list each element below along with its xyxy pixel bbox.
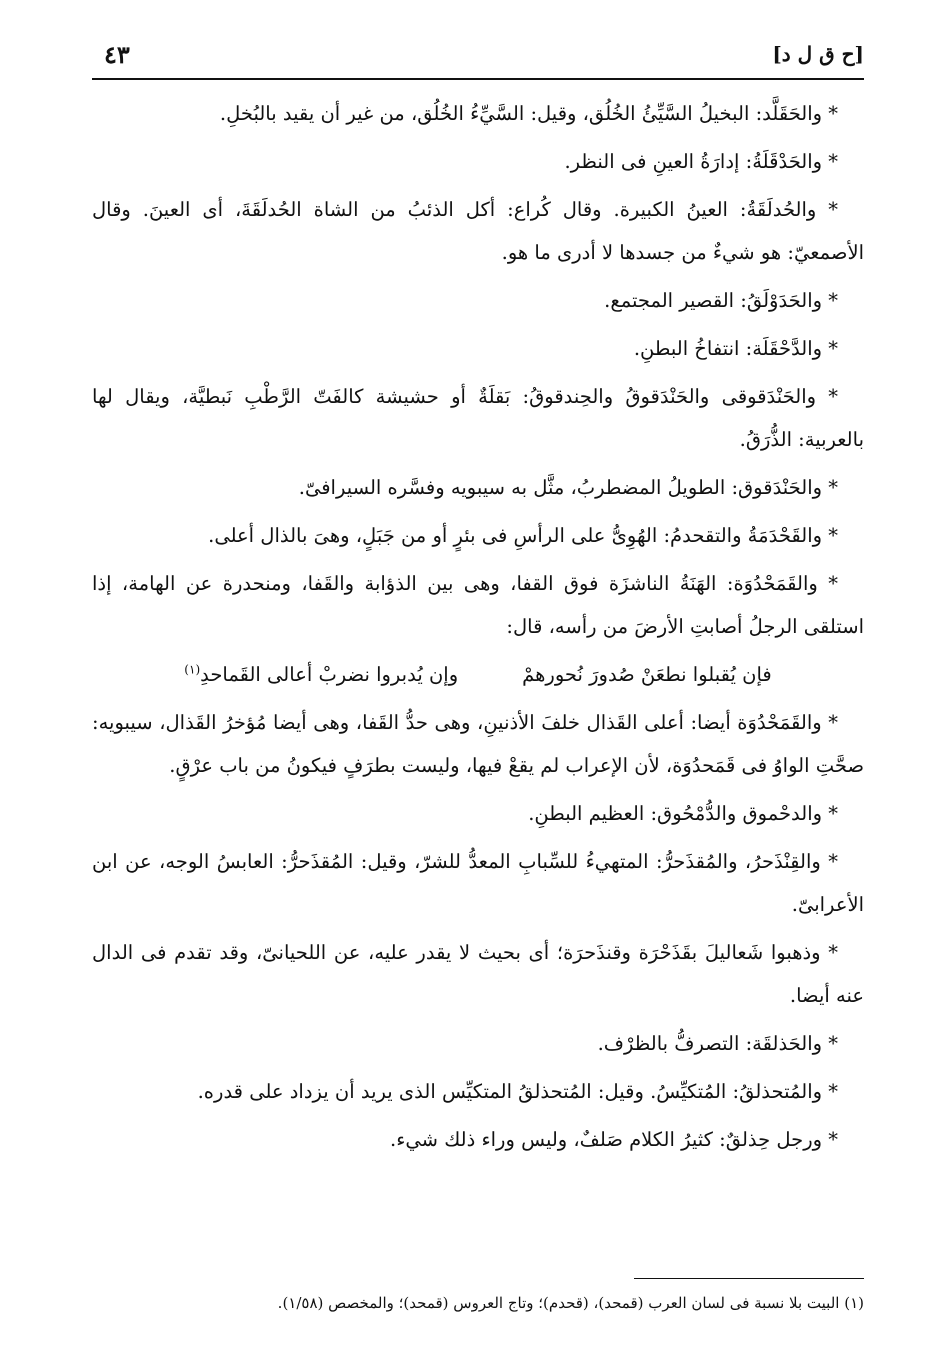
entry-paragraph: * والحَنْدَقوق: الطويلُ المضطربُ، مثَّل به سيبويه وفسَّره السيرافىّ. [298, 476, 838, 499]
entry-paragraph: * والدحْموق والدُّمْحُوق: العظيم البطنِ. [528, 802, 838, 825]
entry-paragraph: * والحَدْقَلَةُ: إدارَةُ العينِ فى النظر. [564, 150, 838, 173]
entry-paragraph: * وذهبوا شَعاليلَ بقَذَحْرَة وقنذَحرَة؛ أى بحيث لا يقدر عليه، عن اللحيانىّ، وقد تقدم فى الدال عنه أيضا. [92, 941, 864, 1007]
poetry-verse [92, 653, 864, 696]
footnote: (١) البيت بلا نسبة فى لسان العرب (قمحد)، (قحدم)؛ وتاج العروس (قمحد)؛ والمخصص (١/٥٨). [277, 1294, 864, 1312]
entry-paragraph: * والمُتحذلقُ: المُتكيِّسُ. وقيل: المُتحذلقُ المتكيِّس الذى يريد أن يزداد على قدره. [197, 1080, 838, 1103]
entry-paragraph: * والقَمَحْدُوَة: الهَنَةُ الناشزَة فوق القفا، وهى بين الذؤابة والقَفا، ومنحدرة عن الهامة، إذا استلقى الرجلُ أصابتِ الأرضَ من رأسه، قال: [92, 572, 864, 638]
footnote-divider [634, 1278, 864, 1279]
entry-body [92, 92, 864, 1161]
entry-paragraph: * والقَمَحْدُوَة أيضا: أعلى القَذال خلفَ الأذنينِ، وهى حدُّ القَفا، وهى أيضا مُؤخرُ القَذال، سيبويه: صحَّتِ الواوُ فى قَمَحدُوَة، لأن الإعراب لم يقعْ فيها، وليست بطرَفٍ فيكونُ من باب عرْقٍ. [92, 711, 864, 777]
verse-hemistich-second [184, 653, 458, 696]
page [92, 38, 864, 1338]
entry-paragraph: * والحَدَوْلَقُ: القصير المجتمع. [604, 289, 838, 312]
entry-paragraph: * والحَذلقَة: التصرفُّ بالظرْف. [597, 1032, 838, 1055]
entry-paragraph: * والقِنْذَحرُ، والمُقذَحرُّ: المتهيءُ للسِّبابِ المعدُّ للشرّ، وقيل: المُقذَحرُّ: العابسُ الوجه، عن ابن الأعرابىّ. [92, 850, 864, 916]
verse-hemistich-second-text: وإن يُدبروا نضربْ أعالى القَماحدِ [200, 663, 459, 686]
entry-paragraph: * والحَقَلَّد: البخيلُ السَّيِّئُ الخُلُق، وقيل: السَّيِّءُ الخُلُق، من غير أن يقيد بالبُخلِ. [219, 102, 838, 125]
entry-paragraph: * والحُدلَقَةُ: العينُ الكبيرة. وقال كُراع: أكل الذئبُ من الشاة الحُدلَقَةَ، أى العينَ. وقال الأصمعيّ: هو شيءٌ من جسدها لا أدرى ما هو. [92, 198, 864, 264]
verse-hemistich-first: فإن يُقبلوا نطعَنْ صُدورَ نُحورهمْ [522, 663, 772, 686]
footnote-marker[interactable]: (١) [184, 662, 201, 677]
root-letters-heading: [ح ق ل د] [772, 42, 864, 66]
page-header [92, 38, 864, 80]
entry-paragraph: * ورجل حِذلقٌ: كثيرُ الكلام صَلفٌ، وليس وراء ذلك شيء. [390, 1128, 838, 1151]
page-number: ٤٣ [104, 40, 130, 69]
entry-paragraph: * والدَّحْقَلَة: انتفاخُ البطنِ. [633, 337, 838, 360]
entry-paragraph: * والحَنْدَقوقى والحَنْدَقوقُ والحِندقوقُ: بَقلَةٌ أو حشيشة كالفَتّ الرَّطْبِ نَبطيَّة، ويقال لها بالعربية: الذُّرَقُ. [92, 385, 864, 451]
entry-paragraph: * والقَحْدَمَةُ والتقحدمُ: الهُوِىُّ على الرأسِ فى بئرٍ أو من جَبَلٍ، وهىَ بالذال أعلى. [208, 524, 838, 547]
